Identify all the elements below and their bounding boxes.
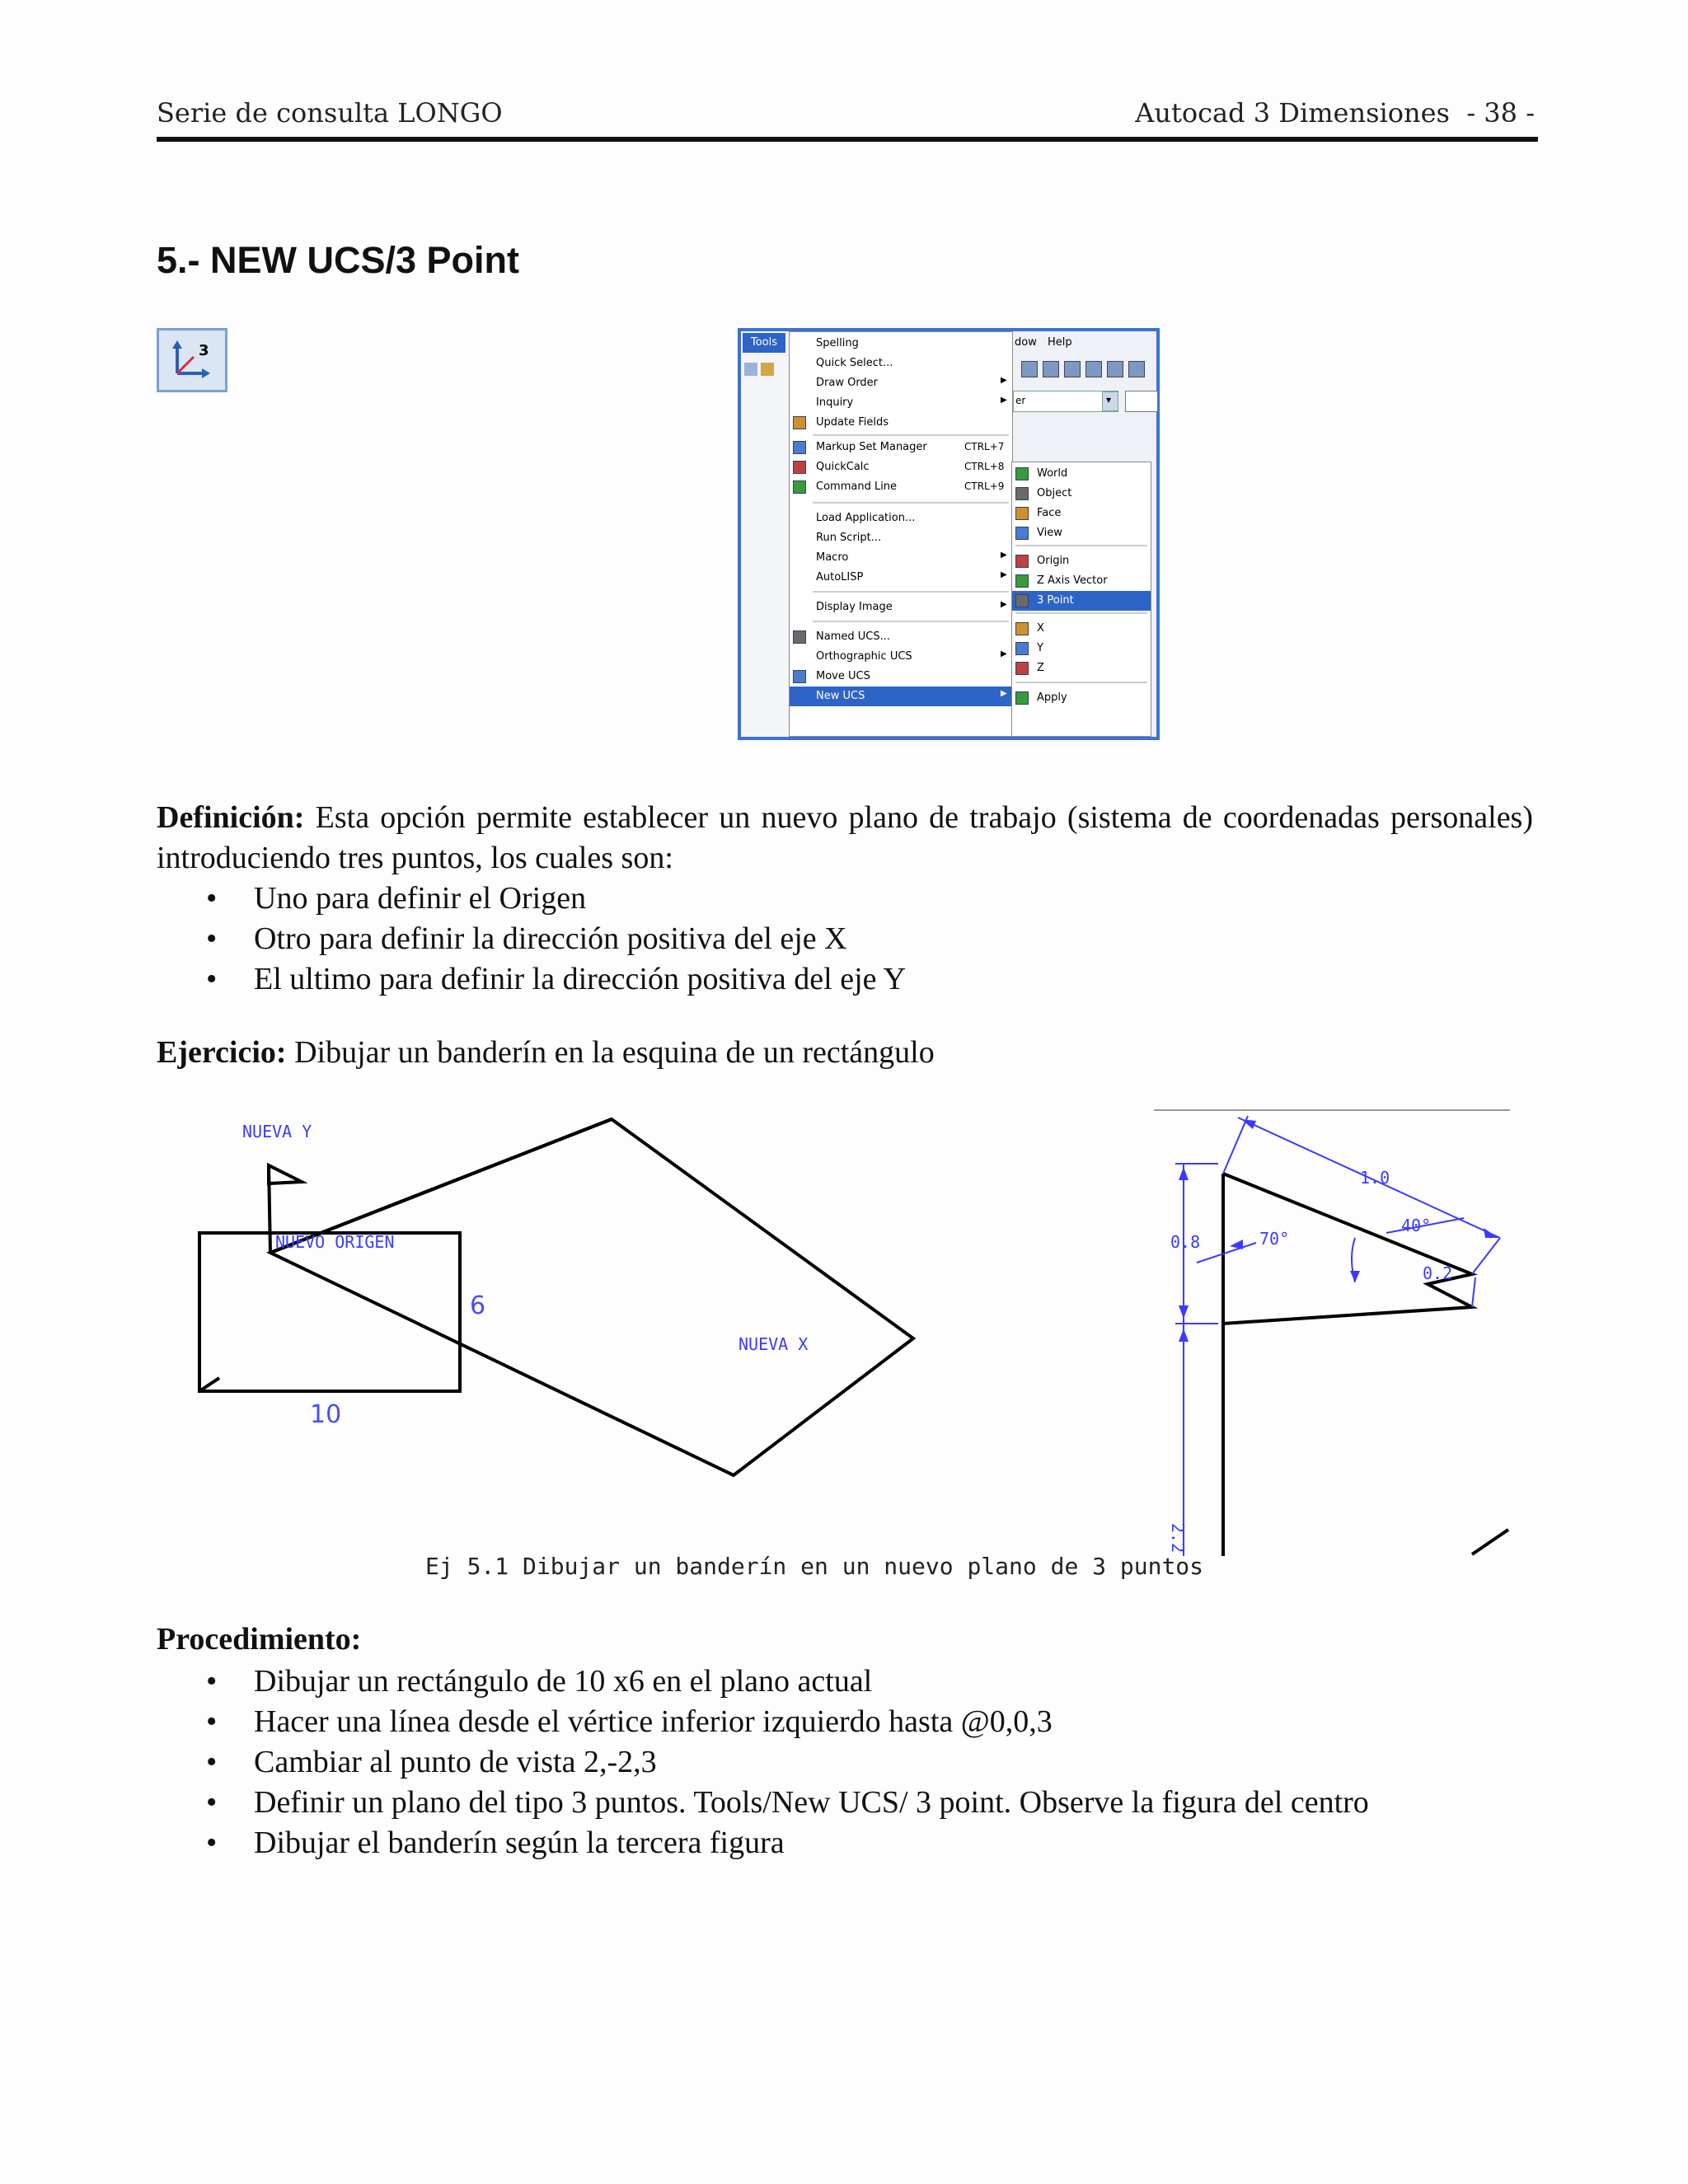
menu-item-icon — [793, 601, 806, 614]
plane-polygon-drawn — [270, 1119, 913, 1487]
bullet-glyph: • — [206, 1785, 218, 1820]
toolbar-tool-icon[interactable] — [1064, 361, 1081, 377]
menu-item-label: Display Image — [816, 601, 893, 613]
ucs-world-icon — [1015, 467, 1029, 480]
new-ucs-plane-outline — [270, 1119, 913, 1487]
menu-item-icon — [793, 650, 806, 663]
definition-text: Esta opción permite establecer un nuevo plano de trabajo (sistema de coordenadas personales) introduciendo tres puntos, los cuales son: — [157, 800, 1533, 875]
header-rule — [157, 137, 1538, 142]
plane-quad — [270, 1119, 913, 1487]
menu-item-icon — [793, 377, 806, 390]
linetype-combo[interactable] — [1125, 391, 1158, 412]
ucs-plane-outline — [270, 1119, 913, 1487]
menu-item-draw-order[interactable] — [790, 373, 1012, 393]
menu-item-label: Macro — [816, 551, 849, 564]
menu-item-markup-set-manager[interactable] — [790, 438, 1012, 457]
plane-edge — [270, 1253, 915, 1487]
bullet-text: Dibujar un rectángulo de 10 x6 en el plano actual — [254, 1664, 873, 1699]
dim-0-2: 0.2 — [1423, 1263, 1453, 1283]
bullet-glyph: • — [206, 881, 218, 916]
menu-item-label: Orthographic UCS — [816, 650, 912, 663]
plane-outline-main — [270, 1119, 913, 1487]
toolbar-tool-icon[interactable] — [1107, 361, 1123, 377]
plane-outline-final — [270, 1119, 913, 1487]
definition-paragraph — [157, 798, 1533, 879]
bullet-text: El ultimo para definir la dirección positiva del eje Y — [254, 962, 907, 996]
procedure-bullets — [206, 1661, 1369, 1863]
label-nueva-x: NUEVA X — [738, 1334, 809, 1354]
menu-item-macro[interactable] — [790, 548, 1012, 568]
bullet-text: Otro para definir la dirección positiva del eje X — [254, 921, 847, 956]
middle-figure-quad — [270, 1119, 913, 1487]
dim-0-8: 0.8 — [1170, 1232, 1201, 1252]
menu-item-label: Run Script... — [816, 532, 882, 544]
submenu-item-origin[interactable] — [1012, 551, 1151, 571]
ucs-3point-toolbar-button — [157, 328, 227, 392]
submenu-item-label: World — [1037, 467, 1068, 480]
tools-menu-dropdown — [789, 331, 1013, 737]
ucs-view-icon — [1015, 527, 1029, 540]
submenu-item-label: X — [1037, 622, 1044, 635]
dimension-arrow — [1179, 1329, 1189, 1342]
submenu-item-3-point[interactable] — [1012, 591, 1151, 611]
menu-item-label: Inquiry — [816, 396, 854, 409]
submenu-arrow-icon: ▶ — [1001, 570, 1007, 579]
chevron-glyph: ▾ — [1106, 394, 1112, 405]
menu-item-new-ucs[interactable] — [790, 687, 1012, 706]
plane-polygon — [612, 1119, 913, 1487]
bullet-text: Cambiar al punto de vista 2,-2,3 — [254, 1745, 657, 1779]
toolbar-tool-icon[interactable] — [1128, 361, 1145, 377]
menu-item-shortcut: CTRL+7 — [964, 441, 1005, 452]
middle-parallelogram-drawn — [270, 1119, 913, 1487]
plane — [270, 1119, 913, 1487]
menu-item-icon — [793, 337, 806, 350]
plane-polygon-visible — [270, 1119, 913, 1487]
ucs-face-icon — [1015, 507, 1029, 520]
submenu-item-label: Object — [1037, 487, 1072, 499]
menu-item-display-image[interactable] — [790, 598, 1012, 617]
base-rectangle — [199, 1233, 460, 1391]
tilted-plane — [270, 1119, 913, 1487]
command-line-icon — [793, 480, 806, 494]
plane-visible — [270, 1119, 913, 1487]
three-point-plane-outline — [270, 1119, 913, 1487]
submenu-item-face[interactable] — [1012, 504, 1151, 523]
move-ucs-icon — [793, 670, 806, 683]
menu-separator — [1015, 545, 1147, 546]
bullet-glyph: • — [206, 1745, 218, 1779]
plane-shape — [270, 1119, 913, 1487]
ucs-zaxis-icon — [1015, 574, 1029, 588]
ucs-3point-icon — [1015, 594, 1029, 607]
update-fields-icon — [793, 416, 806, 429]
exercise-paragraph — [157, 1033, 935, 1073]
three-point-plane — [270, 1119, 913, 1487]
menu-item-label: Load Application... — [816, 512, 916, 524]
plane-parallelogram — [270, 1119, 913, 1487]
dim-40: 40° — [1401, 1216, 1432, 1235]
plane-outline-visible — [270, 1119, 913, 1487]
menu-item-update-fields[interactable] — [790, 413, 1012, 433]
submenu-item-x[interactable] — [1012, 619, 1151, 639]
middle-plane-quad — [270, 1119, 913, 1487]
menu-separator — [1015, 612, 1147, 614]
menu-item-shortcut: CTRL+8 — [964, 461, 1005, 472]
bullet-text: Definir un plano del tipo 3 puntos. Tools/New UCS/ 3 point. Observe la figura del centro — [254, 1785, 1369, 1820]
menu-item-icon — [793, 396, 806, 410]
list-item — [206, 1661, 1369, 1702]
dimension-arrow — [1179, 1167, 1189, 1180]
submenu-arrow-icon: ▶ — [1001, 396, 1007, 405]
three-point-plane-quad — [270, 1119, 913, 1487]
corner-tick — [1472, 1530, 1508, 1554]
bullet-glyph: • — [206, 962, 218, 996]
exercise-label: Ejercicio: — [157, 1035, 287, 1070]
bullet-glyph: • — [206, 921, 218, 956]
middle-figure-shape — [270, 1119, 913, 1487]
list-item — [206, 879, 906, 919]
small-flag — [269, 1165, 302, 1183]
menu-item-label: Draw Order — [816, 377, 879, 389]
rect-width-label: 10 — [310, 1400, 342, 1429]
toolbar-tool-icon[interactable] — [1021, 361, 1038, 377]
corner-line — [199, 1378, 219, 1391]
menu-item-label: QuickCalc — [816, 461, 870, 473]
plane-parallelogram-final-visible — [270, 1119, 913, 1487]
tilted-plane-drawn — [270, 1119, 913, 1487]
plane-rect — [270, 1119, 913, 1487]
menu-item-label: Move UCS — [816, 670, 870, 682]
menu-item-icon — [793, 512, 806, 525]
menu-item-inquiry[interactable] — [790, 393, 1012, 413]
menubar-left-column — [741, 331, 790, 737]
submenu-item-y[interactable] — [1012, 639, 1151, 658]
flag-shape — [1223, 1174, 1472, 1324]
submenu-item-label: Z Axis Vector — [1037, 574, 1108, 587]
menu-separator — [813, 502, 1009, 504]
menu-item-label: Quick Select... — [816, 357, 893, 369]
tilted-plane-visible — [612, 1119, 1002, 1487]
plane-parallelogram-4pt — [270, 1119, 913, 1487]
submenu-item-label: Z — [1037, 662, 1044, 674]
ucs-object-icon — [1015, 487, 1029, 500]
submenu-arrow-icon: ▶ — [1001, 600, 1007, 609]
toolbar-save-icon[interactable] — [761, 363, 774, 376]
chevron-down-icon[interactable] — [1102, 391, 1118, 411]
exercise-text: Dibujar un banderín en la esquina de un rectángulo — [286, 1035, 935, 1070]
new-ucs-plane — [270, 1119, 913, 1487]
menu-window-title[interactable]: dow — [1015, 336, 1037, 349]
menu-item-named-ucs[interactable] — [790, 627, 1012, 647]
markup-icon — [793, 441, 806, 454]
submenu-item-label: Y — [1037, 642, 1043, 654]
ucs-plane — [270, 1119, 913, 1487]
ucs-icon-label: 3 — [199, 342, 209, 359]
plane-outline — [270, 1119, 913, 1487]
rotated-rect — [270, 1119, 913, 1487]
list-item — [206, 1783, 1369, 1823]
plane-final — [270, 1119, 913, 1475]
list-item — [206, 919, 906, 959]
submenu-item-label: 3 Point — [1037, 594, 1074, 607]
bullet-glyph: • — [206, 1664, 218, 1699]
menu-item-label: Spelling — [816, 337, 859, 349]
plane-4pt — [270, 1119, 913, 1487]
menu-item-autolisp[interactable] — [790, 568, 1012, 588]
submenu-arrow-icon: ▶ — [1001, 649, 1007, 658]
middle-parallelogram — [270, 1119, 913, 1487]
list-item — [206, 1823, 1369, 1863]
ucs-3point-icon — [159, 330, 225, 390]
menu-separator — [813, 434, 1009, 436]
calculator-icon — [793, 461, 806, 474]
menubar-right — [1013, 333, 1153, 353]
rotated-rect-drawn — [270, 1119, 913, 1487]
toolbar-right — [1013, 359, 1153, 379]
submenu-item-object[interactable] — [1012, 484, 1151, 504]
menu-separator — [813, 591, 1009, 593]
plane-edge — [270, 1253, 913, 1487]
dim-70: 70° — [1259, 1229, 1290, 1249]
named-ucs-icon — [793, 630, 806, 644]
rect-height-label: 6 — [470, 1291, 486, 1320]
menu-item-load-application[interactable] — [790, 509, 1012, 528]
menu-item-label: New UCS — [816, 690, 865, 702]
definition-label: Definición: — [157, 800, 305, 835]
menu-item-label: Command Line — [816, 480, 898, 493]
dimension-arrow — [1230, 1240, 1243, 1249]
submenu-arrow-icon: ▶ — [1001, 376, 1007, 385]
page-header-right: Autocad 3 Dimensiones - 38 - — [1135, 97, 1535, 129]
menu-item-icon — [793, 357, 806, 370]
tools-menu-screenshot — [738, 328, 1160, 740]
submenu-item-apply[interactable] — [1012, 688, 1151, 708]
tilted-plane-shape — [270, 1119, 913, 1487]
plane-parallelogram-4pt-visible — [270, 1119, 913, 1487]
submenu-item-label: Apply — [1037, 691, 1067, 704]
tilted-rectangle — [270, 1119, 913, 1483]
menu-item-icon — [793, 571, 806, 584]
submenu-item-world[interactable] — [1012, 464, 1151, 484]
menu-help-title[interactable]: Help — [1048, 336, 1072, 349]
menu-item-quickcalc[interactable] — [790, 457, 1012, 477]
submenu-item-z-axis-vector[interactable] — [1012, 571, 1151, 591]
ucs-origin-icon — [1015, 555, 1029, 568]
menu-item-icon — [793, 551, 806, 565]
middle-plane-outline — [270, 1119, 913, 1487]
menu-item-icon — [793, 532, 806, 545]
menu-separator — [813, 621, 1009, 622]
submenu-item-label: Origin — [1037, 555, 1070, 567]
label-nuevo-origen: NUEVO ORIGEN — [275, 1232, 395, 1252]
ucs-x-icon — [1015, 622, 1029, 635]
bullet-text: Uno para definir el Origen — [254, 881, 587, 916]
middle-plane — [270, 1119, 913, 1487]
menu-tools-title[interactable]: Tools — [743, 333, 785, 353]
toolbar-tool-icon[interactable] — [1085, 361, 1102, 377]
exercise-figure — [181, 1088, 1533, 1558]
menu-separator — [1015, 682, 1147, 683]
ucs-apply-icon — [1015, 691, 1029, 705]
submenu-item-z[interactable] — [1012, 658, 1151, 678]
menu-item-shortcut: CTRL+9 — [964, 480, 1005, 492]
menu-item-quick-select[interactable] — [790, 354, 1012, 373]
menu-item-label: Update Fields — [816, 416, 889, 429]
bullet-glyph: • — [206, 1704, 218, 1739]
middle-parallelogram-visible — [270, 1119, 913, 1487]
menu-item-label: Markup Set Manager — [816, 441, 927, 453]
submenu-arrow-icon: ▶ — [1001, 551, 1007, 560]
ucs-y-icon — [1015, 642, 1029, 655]
definition-bullets — [206, 879, 906, 1000]
dimension-arrow — [1179, 1305, 1189, 1319]
new-ucs-submenu — [1011, 462, 1151, 737]
dim-1-0: 1.0 — [1360, 1168, 1390, 1188]
menu-item-label: Named UCS... — [816, 630, 890, 643]
bullet-text: Dibujar el banderín según la tercera figura — [254, 1825, 785, 1860]
submenu-item-label: View — [1037, 527, 1062, 539]
plane-lines — [612, 1088, 1096, 1119]
list-item — [206, 1702, 1369, 1742]
menu-item-icon — [793, 690, 806, 703]
section-title: 5.- NEW UCS/3 Point — [157, 239, 520, 281]
submenu-item-view[interactable] — [1012, 523, 1151, 543]
layer-combo-text: er — [1015, 395, 1026, 406]
submenu-item-label: Face — [1037, 507, 1062, 519]
parallelogram-final — [270, 1119, 913, 1487]
dim-2-2: 2.2 — [1168, 1523, 1188, 1554]
menu-item-command-line[interactable] — [790, 477, 1012, 497]
toolbar-open-icon[interactable] — [744, 363, 757, 376]
menu-item-run-script[interactable] — [790, 528, 1012, 548]
plane-parallelogram-main — [270, 1119, 913, 1487]
menu-item-orthographic-ucs[interactable] — [790, 647, 1012, 667]
middle-figure-plane — [270, 1119, 913, 1487]
list-item — [206, 1742, 1369, 1783]
figure-caption: Ej 5.1 Dibujar un banderín en un nuevo plano de 3 puntos — [425, 1553, 1204, 1580]
page-header-left: Serie de consulta LONGO — [157, 97, 503, 129]
bullet-glyph: • — [206, 1825, 218, 1860]
plane-parallelogram-visible — [270, 1119, 913, 1487]
menu-item-label: AutoLISP — [816, 571, 864, 583]
dimension-arrow — [1350, 1271, 1360, 1282]
middle-figure-outline — [270, 1119, 913, 1487]
menu-item-spelling[interactable] — [790, 334, 1012, 354]
ucs-z-icon — [1015, 662, 1029, 675]
new-ucs-plane-quad — [270, 1119, 913, 1487]
procedure-title: Procedimiento: — [157, 1622, 362, 1657]
menu-item-move-ucs[interactable] — [790, 667, 1012, 687]
list-item — [206, 959, 906, 1000]
label-nueva-y: NUEVA Y — [242, 1122, 312, 1141]
plane-drawn — [612, 1119, 915, 1487]
toolbar-tool-icon[interactable] — [1043, 361, 1059, 377]
ucs-plane-quad — [270, 1119, 913, 1487]
bullet-text: Hacer una línea desde el vértice inferior izquierdo hasta @0,0,3 — [254, 1704, 1053, 1739]
submenu-arrow-icon: ▶ — [1001, 689, 1007, 698]
